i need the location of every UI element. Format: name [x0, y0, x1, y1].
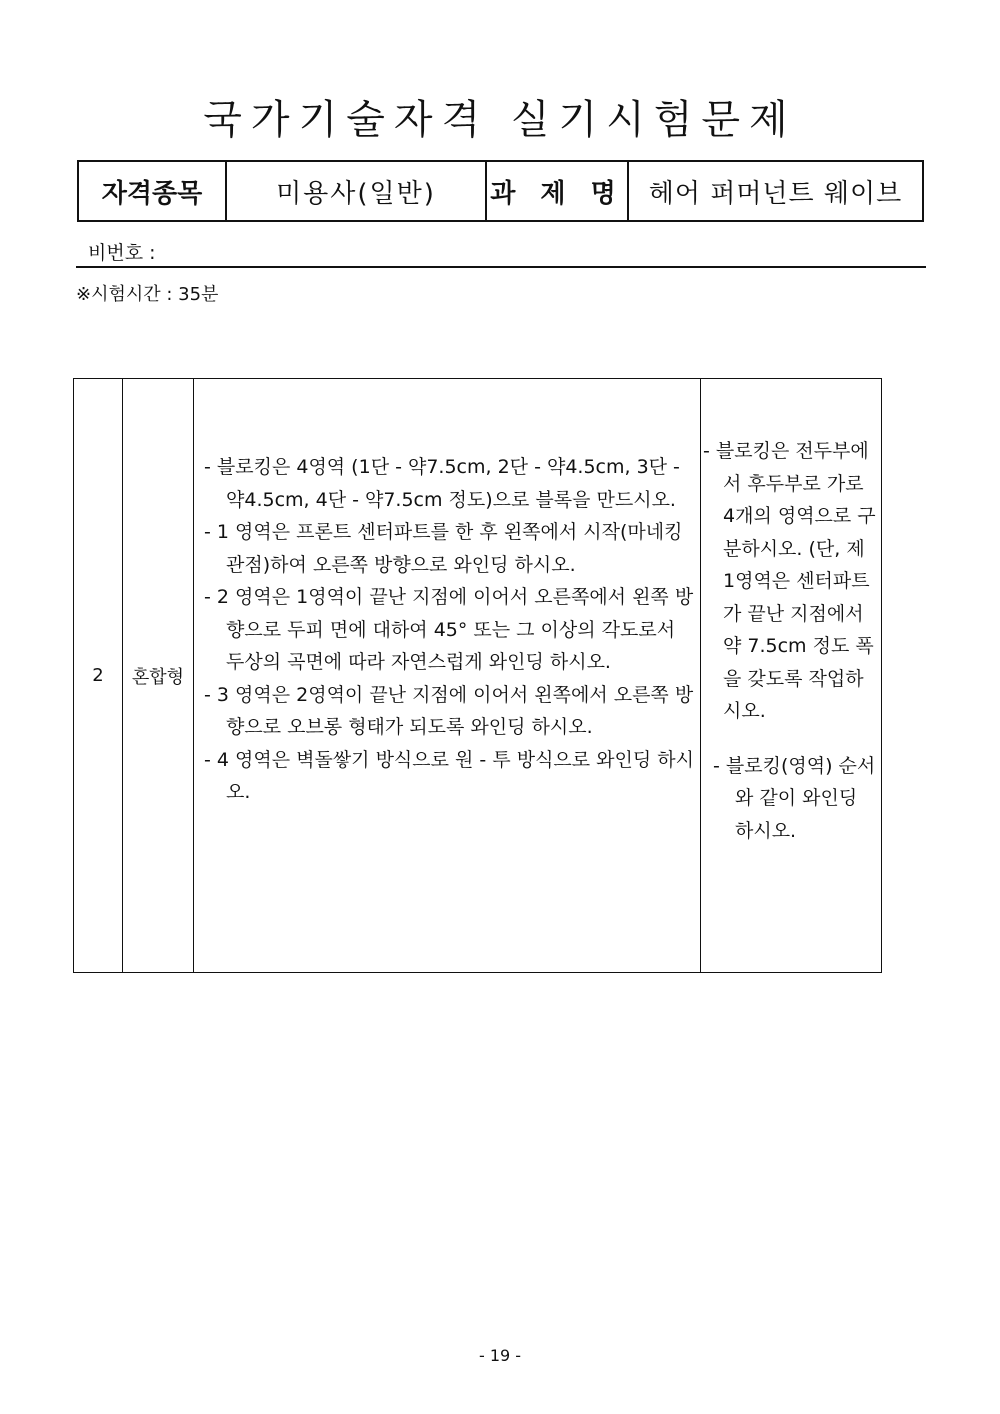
qualification-value: 미용사(일반): [227, 162, 487, 220]
exam-time: ※시험시간 : 35분: [76, 284, 219, 305]
divider: [76, 266, 926, 268]
task-table: [73, 378, 882, 973]
notes-cell: [701, 379, 881, 972]
requirement-item: - 2 영역은 1영역이 끝난 지점에 이어서 오른쪽에서 왼쪽 방향으로 두피 면에 대하여 45° 또는 그 이상의 각도로서 두상의 곡면에 따라 자연스럽게 와인딩 하시오.: [204, 586, 694, 673]
note-item: - 블로킹(영역) 순서와 같이 와인딩 하시오.: [713, 754, 876, 842]
exam-header-table: [77, 160, 924, 222]
task-number: 2: [74, 379, 123, 972]
qualification-label: 자격종목: [79, 162, 227, 220]
requirement-item: - 3 영역은 2영역이 끝난 지점에 이어서 왼쪽에서 오른쪽 방향으로 오브롱 형태가 되도록 와인딩 하시오.: [204, 683, 694, 738]
requirements-cell: [194, 379, 701, 972]
note-item: - 블로킹은 전두부에서 후두부로 가로 4개의 영역으로 구분하시오. (단, 제 1영역은 센터파트가 끝난 지점에서 약 7.5cm 정도 폭을 갖도록 작업하시오.: [703, 440, 876, 722]
task-type: 혼합형: [123, 379, 194, 972]
page-number: - 19 -: [478, 1346, 522, 1365]
requirement-item: - 블로킹은 4영역 (1단 - 약7.5cm, 2단 - 약4.5cm, 3단 - 약4.5cm, 4단 - 약7.5cm 정도)으로 블록을 만드시오.: [204, 456, 680, 511]
requirement-item: - 1 영역은 프론트 센터파트를 한 후 왼쪽에서 시작(마네킹 관점)하여 오른쪽 방향으로 와인딩 하시오.: [204, 521, 683, 576]
task-label: 과 제 명: [487, 162, 629, 220]
requirement-item: - 4 영역은 벽돌쌓기 방식으로 원 - 투 방식으로 와인딩 하시오.: [204, 748, 694, 803]
serial-number-label: 비번호 :: [88, 242, 156, 264]
task-value: 헤어 퍼머넌트 웨이브: [648, 178, 903, 209]
document-title: 국가기술자격 실기시험문제: [203, 97, 797, 143]
